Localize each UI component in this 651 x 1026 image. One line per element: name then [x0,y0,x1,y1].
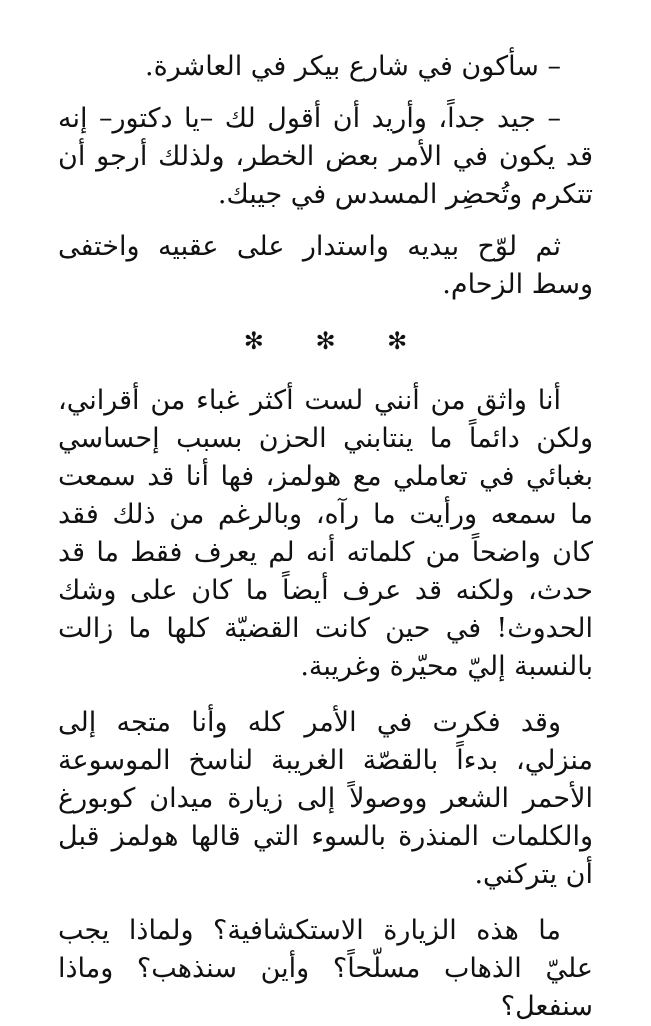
body-paragraph: أنا واثق من أنني لست أكثر غباء من أقراني، ولكن دائماً ما ينتابني الحزن بسبب إحساسي بغبائي في تعاملي مع هولمز، فها أنا قد سمعت ما سمعه ورأيت ما رآه، وبالرغم من ذلك فقد كان واضحاً من كلماته أنه لم يعرف فقط ما قد حدث، ولكنه قد عرف أيضاً ما كان على وشك الحدوث! في حين كانت القضيّة كلها ما زالت بالنسبة إليّ محيّرة وغريبة. [58,385,593,682]
body-paragraph: ما هذه الزيارة الاستكشافية؟ ولماذا يجب عليّ الذهاب مسلّحاً؟ وأين سنذهب؟ وماذا سنفعل؟ [58,915,593,1022]
body-paragraph: وقد فكرت في الأمر كله وأنا متجه إلى منزلي، بدءاً بالقصّة الغريبة لناسخ الموسوعة الأحمر الشعر ووصولاً إلى زيارة ميدان كوبورغ والكلمات المنذرة بالسوء التي قالها هولمز قبل أن يتركني. [58,707,593,890]
dialogue-line-holmes: – جيد جداً، وأريد أن أقول لك –يا دكتور– إنه قد يكون في الأمر بعض الخطر، ولذلك أرجو أن تتكرم وتُحضِر المسدس في جيبك. [58,103,593,210]
section-separator: ✻ ✻ ✻ [243,327,430,355]
dialogue-line-watson: – سأكون في شارع بيكر في العاشرة. [145,51,561,82]
narration-paragraph: ثم لوّح بيديه واستدار على عقبيه واختفى وسط الزحام. [58,231,593,300]
